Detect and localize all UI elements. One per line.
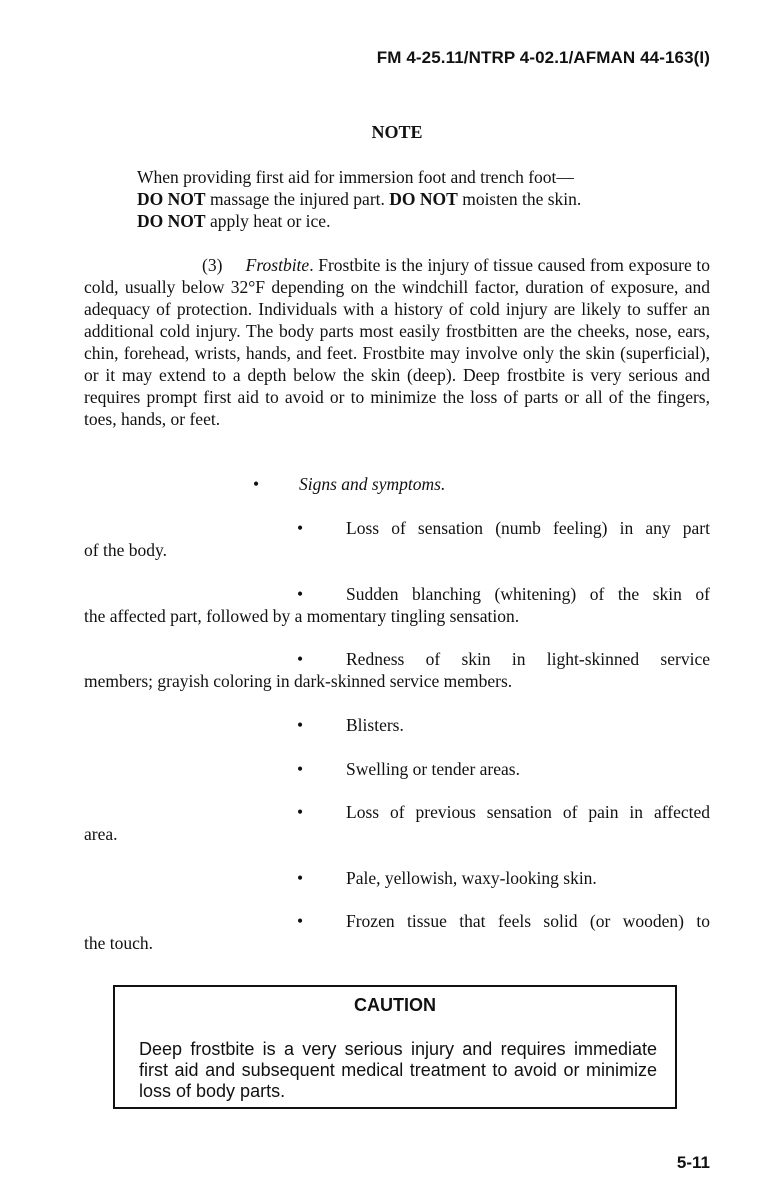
do-not-emphasis: DO NOT — [389, 189, 458, 209]
paragraph-term: Frostbite — [245, 255, 310, 275]
document-page: FM 4-25.11/NTRP 4-02.1/AFMAN 44-163(I) NOTE When providing first aid for immersion foot and trench foot— DO NOT massage the injured part. DO NOT moisten the skin. DO NOT apply heat or ice. (3) Frostbite. Frostbite is the injury of tissue caused from exposure to cold, usually below 32°F depending on the windchill factor, duration of exposure, and adequacy of protection. Individuals with a history of cold injury are likely to suffer an additional cold injury. The body parts most easily frostbitten are the cheeks, nose, ears, chin, forehead, wrists, hands, and feet. Frostbite may involve only the skin (superficial), or it may extend to a depth below the skin (deep). Deep frostbite is very serious and requires prompt first aid to avoid or to minimize the loss of parts or all of the fingers, toes, hands, or feet. • Signs and symptoms. • Loss of sensation (numb feeling) in any part of the body. • Sudden blanching (whitening) of the skin of the affected part, followed by a momentary tingling sensation. • Redness of skin in light-skinned service members; grayish coloring in dark-skinned service members. • Blisters. • Swelling or tender areas. • Loss of previous sensation of pain in affected area. • Pale, yellowish, waxy-looking skin. • Frozen tissue that feels solid (or wooden) to the touch. CAUTION Deep frostbite is a very serious injury and requires immediate first aid and subsequent medical treatment to avoid or minimize loss of body parts. 5-11 — [0, 0, 770, 1200]
caution-title: CAUTION — [354, 995, 436, 1015]
bullet-marker: • — [297, 584, 304, 604]
caution-body: Deep frostbite is a very serious injury and requires immediate first aid and subsequent medical treatment to avoid or minimize loss of body parts. — [139, 1039, 657, 1101]
bullet-marker: • — [297, 911, 304, 931]
note-line-3: DO NOT apply heat or ice. — [137, 211, 331, 231]
bullet-marker: • — [253, 474, 260, 494]
note-line-2: DO NOT massage the injured part. DO NOT moisten the skin. — [137, 189, 582, 209]
document-header: FM 4-25.11/NTRP 4-02.1/AFMAN 44-163(I) — [376, 48, 710, 67]
note-title: NOTE — [371, 122, 423, 142]
bullet-marker: • — [297, 868, 304, 888]
paragraph-number: (3) — [202, 255, 223, 275]
frostbite-paragraph — [84, 254, 710, 430]
bullet-marker: • — [297, 649, 304, 669]
caution-box — [113, 985, 677, 1109]
page-number: 5-11 — [676, 1153, 710, 1172]
bullet-marker: • — [297, 518, 304, 538]
signs-heading: Signs and symptoms. — [299, 474, 446, 494]
do-not-emphasis: DO NOT — [137, 189, 206, 209]
note-line-1: When providing first aid for immersion foot and trench foot— — [137, 167, 574, 187]
do-not-emphasis: DO NOT — [137, 211, 206, 231]
bullet-marker: • — [297, 715, 304, 735]
bullet-marker: • — [297, 802, 304, 822]
note-body — [137, 166, 697, 232]
paragraph-text: . Frostbite is the injury of tissue caused from exposure to cold, usually below 32°F depending on the windchill factor, duration of exposure, and adequacy of protection. Individuals with a history of cold injury are likely to suffer an additional cold injury. The body parts most easily frostbitten are the cheeks, nose, ears, chin, forehead, wrists, hands, and feet. Frostbite may involve only the skin (superficial), or it may extend to a depth below the skin (deep). Deep frostbite is very serious and requires prompt first aid to avoid or to minimize the loss of parts or all of the fingers, toes, hands, or feet. — [84, 255, 711, 429]
bullet-marker: • — [297, 759, 304, 779]
